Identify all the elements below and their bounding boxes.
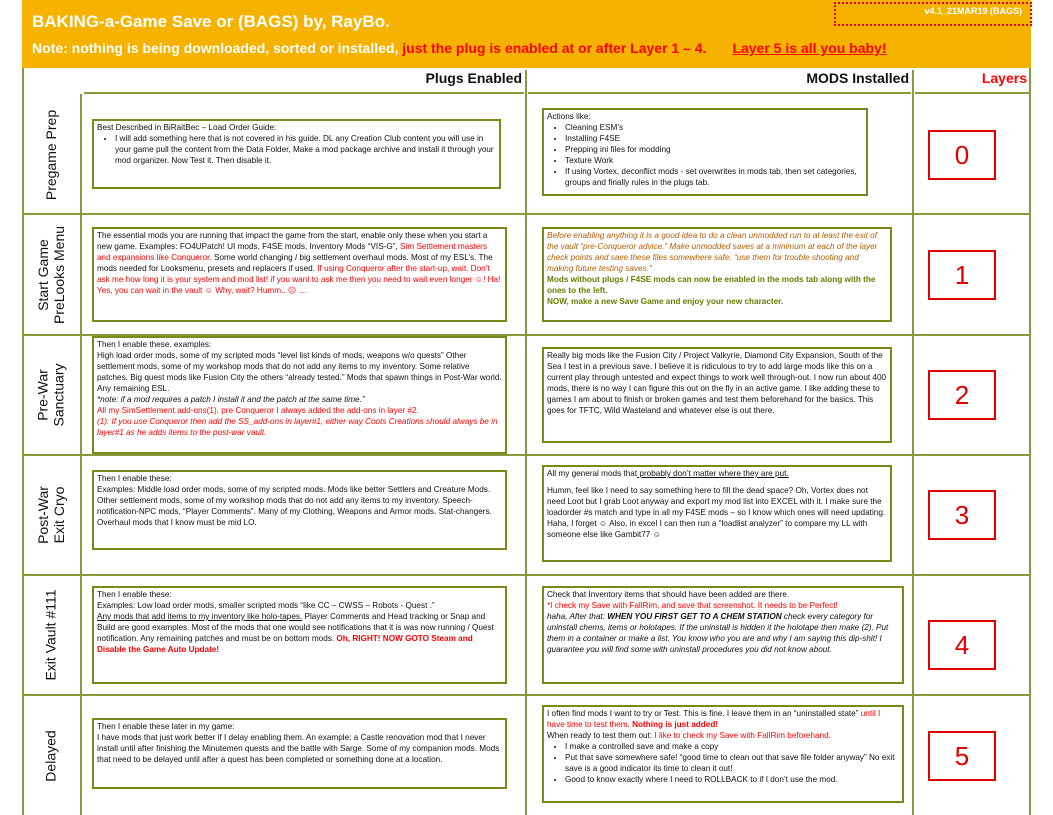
note-part-2: just the plug is enabled at or after Layer 1 – 4. [402, 40, 707, 56]
header-note [32, 40, 887, 56]
header-banner [22, 0, 1031, 68]
row-label-start-game: Start Game PreLooks Menu [35, 225, 67, 324]
row-label-delayed: Delayed [43, 729, 59, 782]
mods-cell-delayed: I often find mods I want to try or Test. This is fine. I leave them in an “uninstalled state” until I have time to test them. Nothing is just added! When ready to test them out: I like to check my Save with FallRim beforehand. • I make a controlled save and make a copy • Put that save somewhere safe! “good time to clean out that save file folder anyway” No exit save is a good indicator its time to clean it out! • Good to know exactly where I need to ROLLBACK to if I don’t use the mod. [542, 705, 904, 803]
grid-line [22, 694, 1031, 696]
row-label-pre-war: Pre-War Sanctuary [35, 363, 68, 427]
mods-cell-pre-war: Really big mods like the Fusion City / Project Valkyrie, Diamond City Expansion, South of the Sea I test in a previous save. I believe it is ridiculous to try to add large mods like this on a current play through untested and expect things to work well through-out. I now run about 400 mods, there is no way I can figure this out on the fly in an active game. I like adding these to games I am about to finish or broken games and test them beforehand for the basics. This goes for TFTC, Wild Wasteland and whatever else is out there. [542, 347, 892, 443]
plugs-cell-pregame: Best Described in BiRaitBec – Load Order Guide: • I will add something here that is not covered in his guide. DL any Creation Club content you will use in your game pull the content from the Data Folder, Make a mod package archive and install it through your mod organizer. Now Test it. Then disable it. [92, 119, 501, 189]
column-header-plugs: Plugs Enabled [84, 70, 524, 94]
column-header-layers: Layers [915, 70, 1029, 94]
grid-line [912, 70, 914, 815]
row-label-exit-vault: Exit Vault #111 [43, 589, 59, 681]
plugs-cell-start-game: The essential mods you are running that impact the game from the start, enable only these when you start a new game. Examples: FO4UPatch! UI mods, F4SE mods, Inventory Mods “VIS-G”, Sim Settlement masters and expansions like Conqueror. Some world changing / big settlement overhaul mods. Most of my ESL’s. The mods needed for Looksmenu, presets and replacers if used. If using Conqueror after the start-up, wait. Don’t ask me how long it is your system and mod list! if you want to ask me then you need to wait even longer ☺! Ha! Yes, you can wait in the vault ☺ Why, wait? Humm.. ☹ … [92, 227, 507, 322]
plugs-cell-exit-vault: Then I enable these: Examples: Low load order mods, smaller scripted mods “like CC – CWSS – Robots - Quest .” Any mods that add items to my inventory like holo-tapes. Player Comments and Head tracking or Snap and Build are good examples. Most of the mods that one would see notifications that it is was now running / Quest notification. Any remaining patches and must be on bottom mods. Oh, RIGHT! NOW GOTO Steam and Disable the Game Auto Update! [92, 586, 507, 684]
plugs-cell-pre-war: Then I enable these. examples: High load order mods, some of my scripted mods “level list kinds of mods, weapons w/o quests” Other settlement mods, some of my workshop mods that do not add any items to my inventory. Some relative patches. Big quest mods like Fusion City the others “already tested.” Mods that spawn things in Post-War world. Any remaining ESL. *note: if a mod requires a patch I install it and the patch at the same time.” All my SimSettlement add-ons(1), pre Conqueror I always added the add-ons in layer #2. (1). If you use Conqueror then add the SS_add-ons in layer#1, either way Coots Creations should always be in layer#1 as he adds items to the post-war vault. [92, 336, 507, 454]
layer-box-2: 2 [928, 370, 996, 420]
layer-box-3: 3 [928, 490, 996, 540]
grid-line [22, 454, 1031, 456]
grid-line [22, 574, 1031, 576]
layer-box-1: 1 [928, 250, 996, 300]
layer-box-5: 5 [928, 731, 996, 781]
layer-box-0: 0 [928, 130, 996, 180]
plugs-cell-post-war: Then I enable these: Examples: Middle load order mods, some of my scripted mods. Mods like better Settlers and Creature Mods. Other settlement mods, some of my workshop mods that do not add any items to my inventory. Speech-notification-NPC mods, “Player Comments”. Many of my Clothing, Weapons and Armor mods. Stat-changers. Overhaul mods that I know must be mid LO. [92, 470, 507, 550]
mods-cell-exit-vault: Check that Inventory items that should have been added are there. *I check my Save with FallRim, and save that screenshot. It needs to be Perfect! haha, After that: WHEN YOU FIRST GET TO A CHEM STATION check every category for uninstall chems, items or holotapes. If the uninstall is hidden it the holotape then make (2). Put them in a container or make a list. You know who you are and why I am saying this dip-shit! I guarantee you will find some with uninstall procedures you did not know about. [542, 586, 904, 684]
mods-cell-post-war: All my general mods that probably don’t matter where they are put. Humm, feel like I need to say something here to fill the dead space? Oh, Vortex does not need Loot but I grab Loot anyway and export my mod list into EXCEL with it. I make sure the loadorder #s match and type in all my F4SE mods – so I know which ones will need updating. Haha, I forget ☺ Also, in excel I can then run a “loadlist analyzer” to compare my LL with someone else like Gambit77 ☺ [542, 465, 892, 562]
note-part-1: Note: nothing is being downloaded, sorted or installed, [32, 40, 399, 56]
grid-line [22, 213, 1031, 215]
row-label-post-war: Post-War Exit Cryo [34, 486, 67, 544]
row-label-pregame: Pregame Prep [43, 109, 59, 200]
mods-cell-start-game: Before enabling anything it is a good idea to do a clean unmodded run to at least the exit of the vault “pre-Conqueror advice.” Make unmodded saves at a minimum at each of the layer check points and save these files somewhere safe. “use them for trouble shooting and making future testing saves.” Mods without plugs / F4SE mods can now be enabled in the mods tab along with the ones to the left. NOW, make a new Save Game and enjoy your new character. [542, 227, 892, 322]
plugs-cell-delayed: Then I enable these later in my game: I have mods that just work better if I delay enabling them. An example: a Castle renovation mod that I never install until after finishing the Minutemen quests and the battle with Sarge. Some of my companion mods. Mods that need to be delayed until after a quest has been completed or something done at a location. [92, 718, 507, 789]
grid-line [525, 70, 527, 815]
version-label: v4.1_21MAR19 (BAGS) [834, 2, 1032, 26]
grid-line [1029, 68, 1031, 815]
note-part-3: Layer 5 is all you baby! [732, 40, 887, 56]
column-header-mods: MODS Installed [528, 70, 911, 94]
mods-cell-pregame: Actions like: • Cleaning ESM’s • Installing F4SE • Prepping ini files for modding • Texture Work • If using Vortex, deconflict mods - set overwrites in mods tab, then set categories, groups and finally rules in the plugs tab. [542, 108, 868, 196]
layer-box-4: 4 [928, 620, 996, 670]
document-title: BAKING-a-Game Save or (BAGS) by, RayBo. [32, 12, 390, 31]
